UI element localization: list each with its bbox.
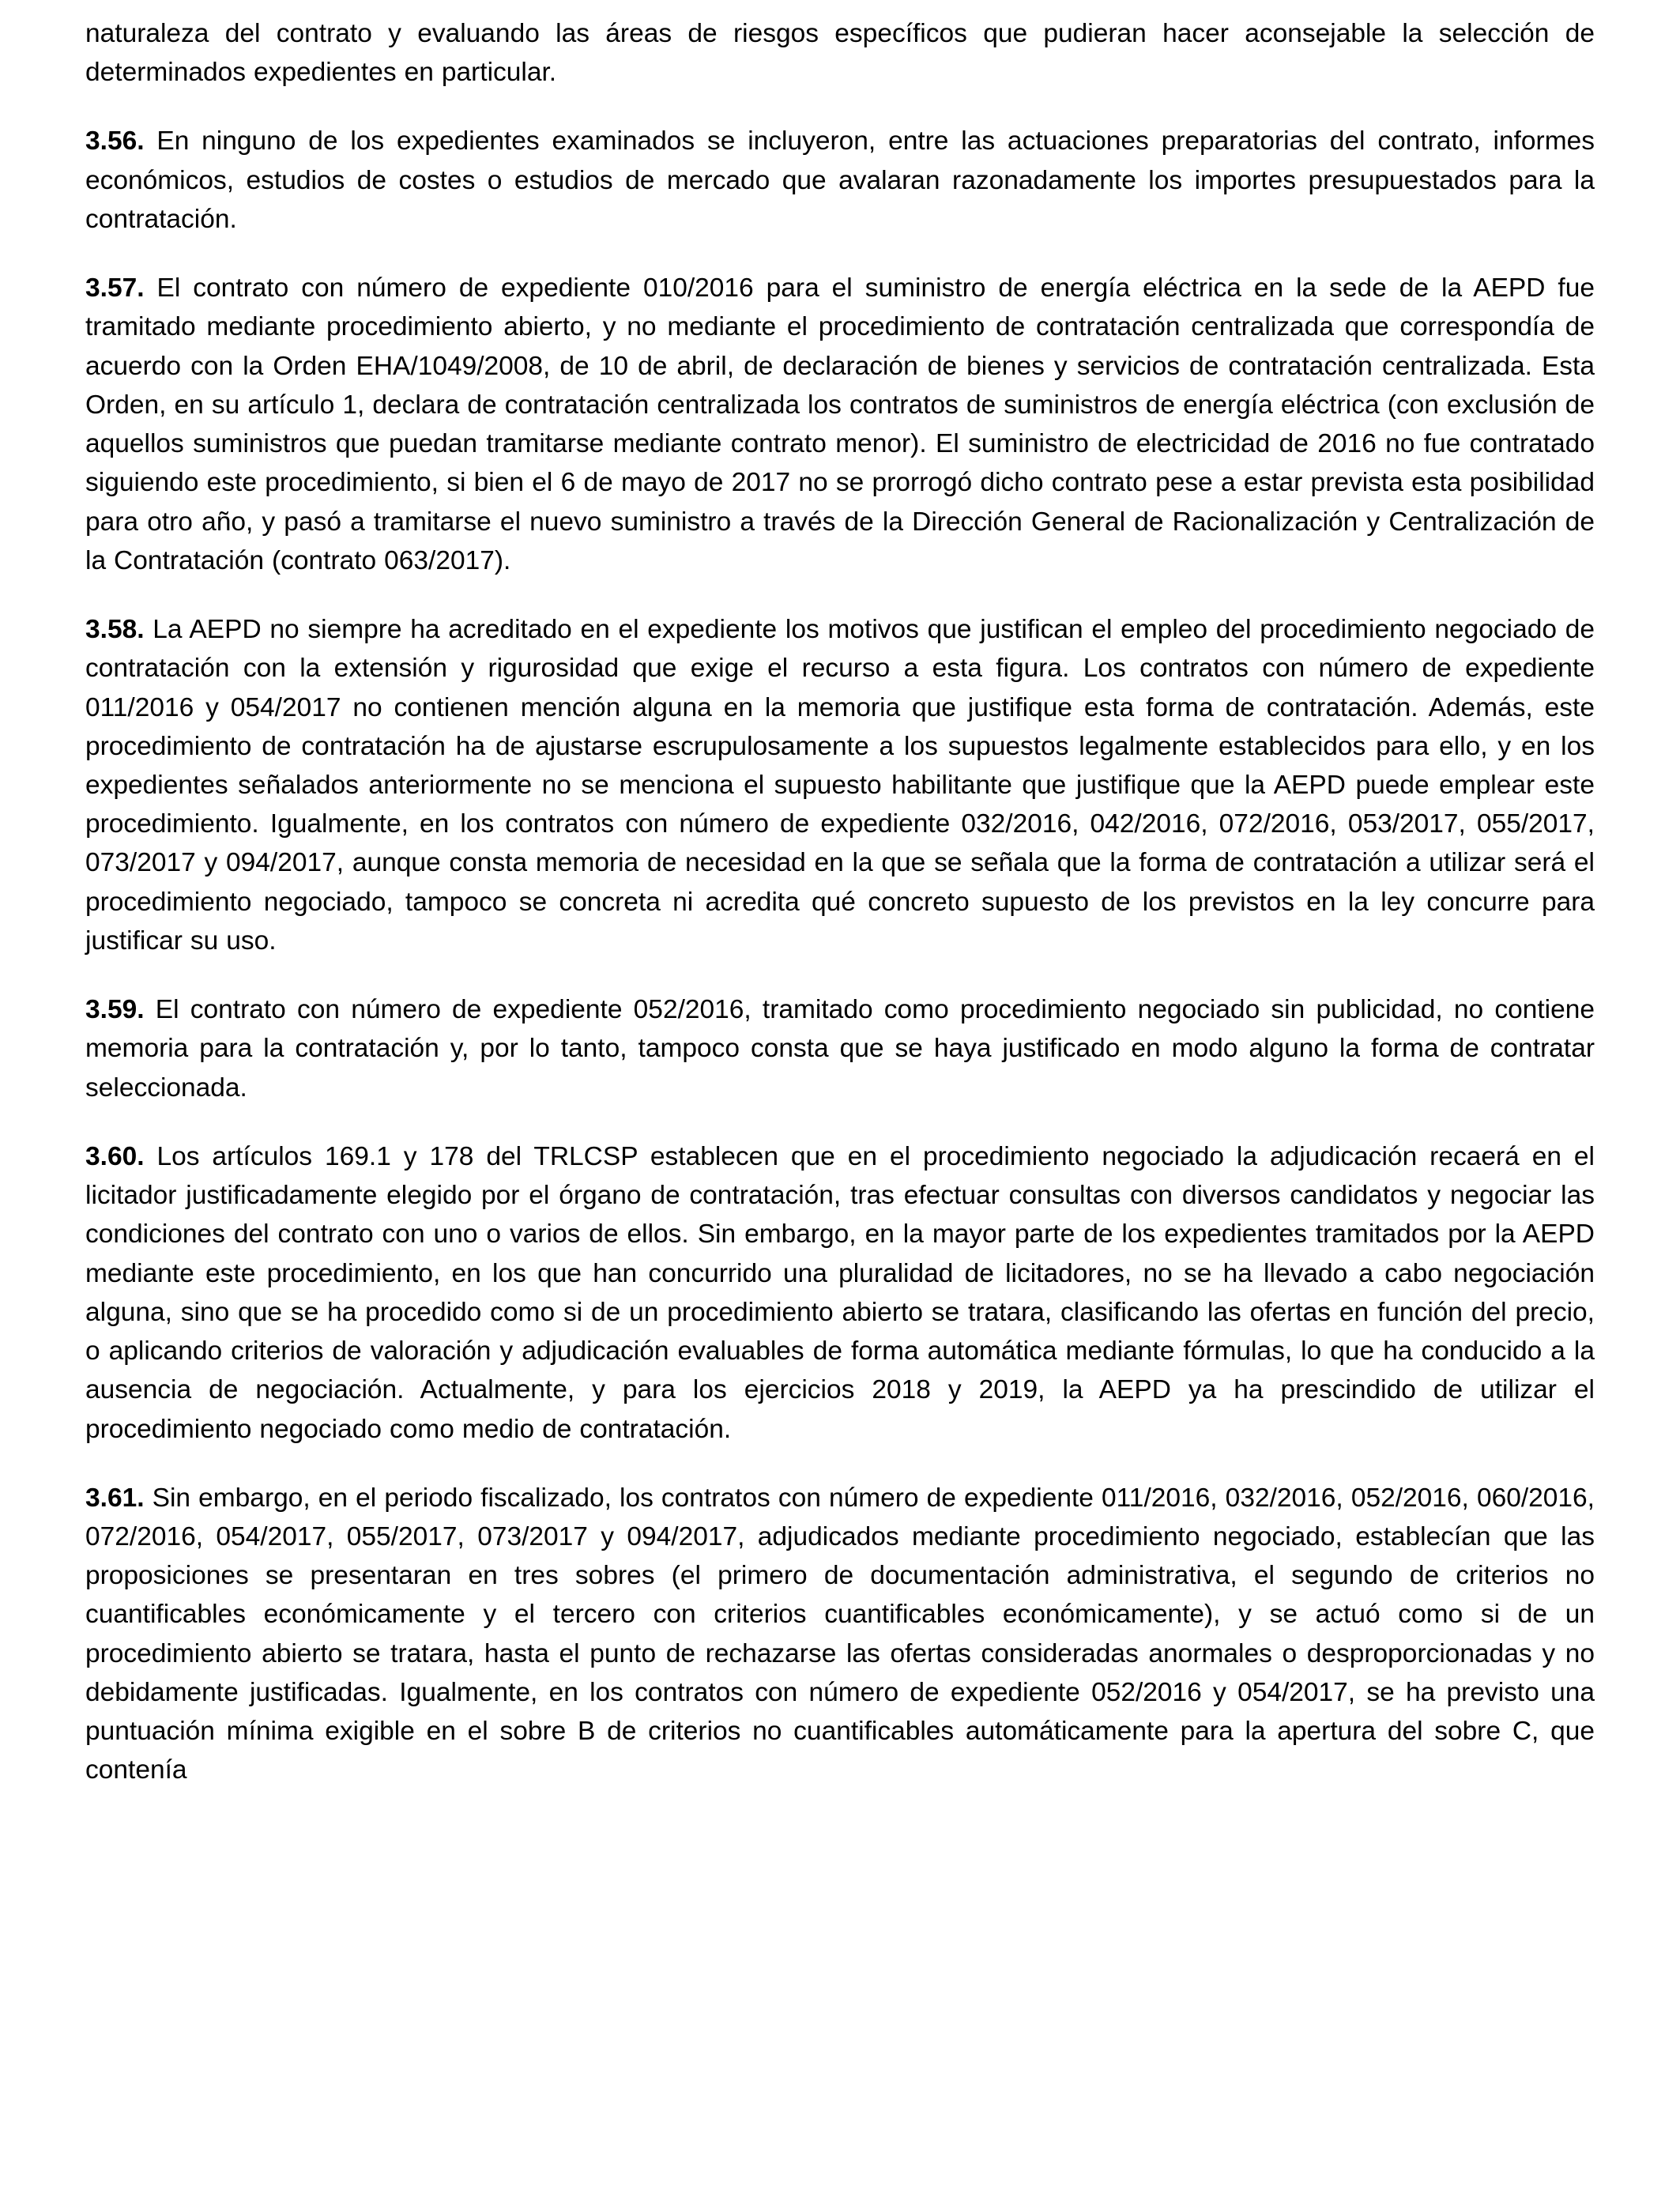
paragraph-3-60 xyxy=(85,1137,1595,1449)
paragraph-3-56 xyxy=(85,122,1595,239)
paragraph-text: naturaleza del contrato y evaluando las áreas de riesgos específicos que pudieran hacer aconsejable la selección de determinados expedientes en particular. xyxy=(85,19,1595,88)
paragraph-text: El contrato con número de expediente 052/2016, tramitado como procedimiento negociado sin publicidad, no contiene memoria para la contratación y, por lo tanto, tampoco consta que se haya justificado en modo alguno la forma de contratar seleccionada. xyxy=(85,995,1595,1103)
paragraph-continuation xyxy=(85,14,1595,92)
paragraph-text: Sin embargo, en el periodo fiscalizado, los contratos con número de expediente 011/2016, 032/2016, 052/2016, 060/2016, 072/2016, 054/2017, 055/2017, 073/2017 y 094/2017, adjudicados mediante procedimiento negociado, establecían que las proposiciones se presentaran en tres sobres (el primero de documentación administrativa, el segundo de criterios no cuantificables económicamente y el tercero con criterios cuantificables económicamente), y se actuó como si de un procedimiento abierto se tratara, hasta el punto de rechazarse las ofertas consideradas anormales o desproporcionadas y no debidamente justificadas. Igualmente, en los contratos con número de expediente 052/2016 y 054/2017, se ha previsto una puntuación mínima exigible en el sobre B de criterios no cuantificables automáticamente para la apertura del sobre C, que contenía xyxy=(85,1483,1595,1785)
paragraph-3-58 xyxy=(85,610,1595,960)
paragraph-number: 3.57. xyxy=(85,273,145,303)
paragraph-3-59 xyxy=(85,990,1595,1107)
paragraph-number: 3.58. xyxy=(85,615,145,645)
paragraph-text: En ninguno de los expedientes examinados se incluyeron, entre las actuaciones preparatorias del contrato, informes económicos, estudios de costes o estudios de mercado que avalaran razonadamente los importes presupuestados para la contratación. xyxy=(85,126,1595,234)
paragraph-text: El contrato con número de expediente 010/2016 para el suministro de energía eléctrica en la sede de la AEPD fue tramitado mediante procedimiento abierto, y no mediante el procedimiento de contratación centralizada que correspondía de acuerdo con la Orden EHA/1049/2008, de 10 de abril, de declaración de bienes y servicios de contratación centralizada. Esta Orden, en su artículo 1, declara de contratación centralizada los contratos de suministros de energía eléctrica (con exclusión de aquellos suministros que puedan tramitarse mediante contrato menor). El suministro de electricidad de 2016 no fue contratado siguiendo este procedimiento, si bien el 6 de mayo de 2017 no se prorrogó dicho contrato pese a estar prevista esta posibilidad para otro año, y pasó a tramitarse el nuevo suministro a través de la Dirección General de Racionalización y Centralización de la Contratación (contrato 063/2017). xyxy=(85,273,1595,575)
paragraph-3-61 xyxy=(85,1479,1595,1790)
paragraph-3-57 xyxy=(85,269,1595,580)
paragraph-number: 3.56. xyxy=(85,126,145,156)
paragraph-number: 3.59. xyxy=(85,995,145,1025)
paragraph-text: Los artículos 169.1 y 178 del TRLCSP establecen que en el procedimiento negociado la adjudicación recaerá en el licitador justificadamente elegido por el órgano de contratación, tras efectuar consultas con diversos candidatos y negociar las condiciones del contrato con uno o varios de ellos. Sin embargo, en la mayor parte de los expedientes tramitados por la AEPD mediante este procedimiento, en los que han concurrido una pluralidad de licitadores, no se ha llevado a cabo negociación alguna, sino que se ha procedido como si de un procedimiento abierto se tratara, clasificando las ofertas en función del precio, o aplicando criterios de valoración y adjudicación evaluables de forma automática mediante fórmulas, lo que ha conducido a la ausencia de negociación. Actualmente, y para los ejercicios 2018 y 2019, la AEPD ya ha prescindido de utilizar el procedimiento negociado como medio de contratación. xyxy=(85,1141,1595,1444)
paragraph-text: La AEPD no siempre ha acreditado en el expediente los motivos que justifican el empleo del procedimiento negociado de contratación con la extensión y rigurosidad que exige el recurso a esta figura. Los contratos con número de expediente 011/2016 y 054/2017 no contienen mención alguna en la memoria que justifique esta forma de contratación. Además, este procedimiento de contratación ha de ajustarse escrupulosamente a los supuestos legalmente establecidos para ello, y en los expedientes señalados anteriormente no se menciona el supuesto habilitante que justifique que la AEPD puede emplear este procedimiento. Igualmente, en los contratos con número de expediente 032/2016, 042/2016, 072/2016, 053/2017, 055/2017, 073/2017 y 094/2017, aunque consta memoria de necesidad en la que se señala que la forma de contratación a utilizar será el procedimiento negociado, tampoco se concreta ni acredita qué concreto supuesto de los previstos en la ley concurre para justificar su uso. xyxy=(85,615,1595,956)
paragraph-number: 3.60. xyxy=(85,1141,145,1171)
paragraph-number: 3.61. xyxy=(85,1483,145,1513)
